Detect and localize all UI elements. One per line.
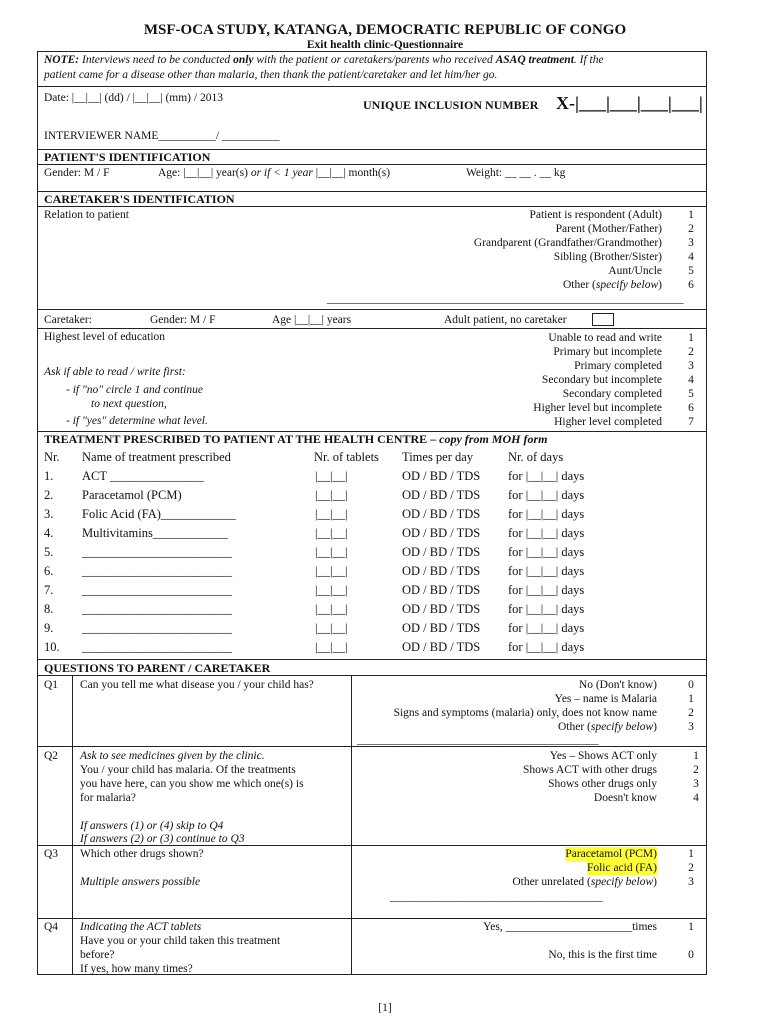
q2-answer-option[interactable]: Shows other drugs only	[548, 778, 657, 790]
treatment-row-times[interactable]: OD / BD / TDS	[402, 602, 481, 616]
questions-section-heading: QUESTIONS TO PARENT / CARETAKER	[44, 661, 271, 675]
treatment-row-times[interactable]: OD / BD / TDS	[402, 526, 481, 540]
q2-text: you have here, can you show me which one(s) is	[80, 778, 304, 790]
divider	[37, 328, 707, 329]
q-number-column-divider	[72, 675, 73, 975]
treatment-row-tablets[interactable]: |__|__|	[315, 488, 348, 502]
education-label: Highest level of education	[44, 331, 166, 343]
treatment-row-times[interactable]: OD / BD / TDS	[402, 488, 481, 502]
uin-field[interactable]: X-|___|___|___|___|	[556, 93, 703, 113]
treatment-row-tablets[interactable]: |__|__|	[315, 583, 348, 597]
q1-text: Can you tell me what disease you / your child has?	[80, 679, 314, 691]
q3-note: Multiple answers possible	[80, 876, 201, 888]
treatment-row-name[interactable]: ________________________	[82, 621, 232, 635]
treatment-row-days[interactable]: for |__|__| days	[508, 488, 585, 502]
q2-continue-instruction: If answers (2) or (3) continue to Q3	[80, 833, 245, 845]
q2-text: You / your child has malaria. Of the treatments	[80, 764, 296, 776]
treatment-row-tablets[interactable]: |__|__|	[315, 564, 348, 578]
date-field[interactable]: Date: |__|__| (dd) / |__|__| (mm) / 2013	[44, 92, 223, 104]
q4-option-yes[interactable]: Yes, ______________________times	[483, 921, 657, 933]
treatment-row-name[interactable]: Paracetamol (PCM)	[82, 488, 182, 502]
interviewer-name-field[interactable]: INTERVIEWER NAME__________/ __________	[44, 130, 280, 142]
q4-number: Q4	[44, 921, 59, 933]
patient-section-heading: PATIENT'S IDENTIFICATION	[44, 150, 211, 164]
relation-label: Relation to patient	[44, 209, 129, 221]
q2-instruction: Ask to see medicines given by the clinic.	[80, 750, 265, 762]
divider	[37, 164, 707, 165]
treatment-row-name[interactable]: ________________________	[82, 583, 232, 597]
treatment-row-times[interactable]: OD / BD / TDS	[402, 640, 481, 654]
treatment-row-times[interactable]: OD / BD / TDS	[402, 583, 481, 597]
education-option[interactable]: Higher level completed	[554, 416, 662, 428]
note-text: with the patient or caretakers/parents who received	[253, 54, 496, 66]
q2-answer-code: 1	[693, 750, 699, 762]
treatment-row-name[interactable]: Multivitamins____________	[82, 526, 228, 540]
q3-option-folic-acid-code: 2	[688, 862, 694, 874]
q1-other-code: 3	[688, 721, 694, 733]
treatment-col-days: Nr. of days	[508, 450, 564, 464]
q-answer-column-divider	[351, 675, 352, 975]
education-option[interactable]: Secondary completed	[562, 388, 662, 400]
q2-answer-code: 3	[693, 778, 699, 790]
treatment-row-nr: 6.	[44, 564, 54, 578]
treatment-row-nr: 8.	[44, 602, 54, 616]
relation-option-code: 1	[688, 209, 694, 221]
education-option-code: 1	[688, 332, 694, 344]
q1-answer-code: 2	[688, 707, 694, 719]
treatment-row-days[interactable]: for |__|__| days	[508, 545, 585, 559]
q3-option-folic-acid[interactable]: Folic acid (FA)	[586, 862, 657, 874]
education-option[interactable]: Primary but incomplete	[553, 346, 662, 358]
treatment-row-name[interactable]: ________________________	[82, 640, 232, 654]
q4-option-no[interactable]: No, this is the first time	[548, 949, 657, 961]
treatment-row-times[interactable]: OD / BD / TDS	[402, 545, 481, 559]
education-yes-instruction: - if "yes" determine what level.	[66, 415, 208, 427]
relation-option-code: 3	[688, 237, 694, 249]
page-number: [1]	[378, 1002, 392, 1014]
relation-option[interactable]: Sibling (Brother/Sister)	[553, 251, 662, 263]
q1-answer-option[interactable]: Signs and symptoms (malaria) only, does not know name	[393, 707, 657, 719]
education-option-code: 5	[688, 388, 694, 400]
treatment-row-tablets[interactable]: |__|__|	[315, 507, 348, 521]
adult-patient-checkbox[interactable]	[592, 313, 614, 326]
q4-text: before?	[80, 949, 115, 961]
q2-answer-option[interactable]: Shows ACT with other drugs	[523, 764, 657, 776]
education-option-code: 3	[688, 360, 694, 372]
relation-option[interactable]: Aunt/Uncle	[608, 265, 662, 277]
adult-patient-label: Adult patient, no caretaker	[444, 314, 567, 326]
treatment-row-nr: 7.	[44, 583, 54, 597]
treatment-row-times[interactable]: OD / BD / TDS	[402, 621, 481, 635]
education-option-code: 2	[688, 346, 694, 358]
caretaker-label: Caretaker:	[44, 314, 92, 326]
treatment-row-tablets[interactable]: |__|__|	[315, 621, 348, 635]
treatment-row-nr: 1.	[44, 469, 54, 483]
treatment-row-name[interactable]: Folic Acid (FA)____________	[82, 507, 236, 521]
treatment-row-tablets[interactable]: |__|__|	[315, 545, 348, 559]
treatment-col-times: Times per day	[402, 450, 474, 464]
education-no-instruction: - if "no" circle 1 and continue	[66, 384, 203, 396]
treatment-row-times[interactable]: OD / BD / TDS	[402, 469, 481, 483]
treatment-row-days[interactable]: for |__|__| days	[508, 621, 585, 635]
education-no-instruction-cont: to next question,	[91, 398, 167, 410]
treatment-row-days[interactable]: for |__|__| days	[508, 507, 585, 521]
education-ask-instruction: Ask if able to read / write first:	[44, 366, 186, 378]
relation-other-code: 6	[688, 279, 694, 291]
treatment-row-nr: 4.	[44, 526, 54, 540]
q3-option-paracetamol[interactable]: Paracetamol (PCM)	[565, 848, 657, 860]
treatment-row-nr: 3.	[44, 507, 54, 521]
relation-option-code: 5	[688, 265, 694, 277]
q2-answer-option[interactable]: Doesn't know	[593, 792, 657, 804]
q3-number: Q3	[44, 848, 59, 860]
treatment-row-days[interactable]: for |__|__| days	[508, 564, 585, 578]
q3-other-line[interactable]: __________________________________________	[357, 908, 599, 920]
patient-gender-field[interactable]: Gender: M / F	[44, 167, 110, 179]
treatment-row-times[interactable]: OD / BD / TDS	[402, 507, 481, 521]
q2-skip-instruction: If answers (1) or (4) skip to Q4	[80, 820, 224, 832]
form-subtitle: Exit health clinic-Questionnaire	[306, 39, 464, 51]
q4-text: Have you or your child taken this treatment	[80, 935, 281, 947]
relation-option[interactable]: Patient is respondent (Adult)	[529, 209, 662, 221]
treatment-row-days[interactable]: for |__|__| days	[508, 640, 585, 654]
education-option-code: 6	[688, 402, 694, 414]
education-option[interactable]: Unable to read and write	[548, 332, 662, 344]
divider	[37, 86, 707, 87]
caretaker-gender-field[interactable]: Gender: M / F	[150, 314, 216, 326]
note-text-line2: patient came for a disease other than malaria, then thank the patient/caretaker and let him/her go.	[44, 69, 498, 81]
q1-number: Q1	[44, 679, 59, 691]
uin-label: UNIQUE INCLUSION NUMBER	[363, 98, 539, 112]
treatment-row-days[interactable]: for |__|__| days	[508, 469, 585, 483]
q4-option-no-code: 0	[688, 949, 694, 961]
q3-option-other-code: 3	[688, 876, 694, 888]
education-option[interactable]: Secondary but incomplete	[541, 374, 662, 386]
education-option-code: 4	[688, 374, 694, 386]
treatment-row-tablets[interactable]: |__|__|	[315, 469, 348, 483]
q3-other-line[interactable]: _____________________________________	[390, 891, 603, 903]
treatment-row-name[interactable]: ACT _______________	[82, 469, 204, 483]
q1-answer-option[interactable]: No (Don't know)	[578, 679, 657, 691]
education-option[interactable]: Primary completed	[574, 360, 662, 372]
relation-other-option[interactable]: Other (specify below)	[562, 279, 662, 291]
q4-instruction: Indicating the ACT tablets	[80, 921, 202, 933]
divider	[37, 309, 707, 310]
treatment-row-name[interactable]: ________________________	[82, 545, 232, 559]
q1-other-option[interactable]: Other (specify below)	[557, 721, 657, 733]
treatment-row-nr: 10.	[44, 640, 60, 654]
treatment-col-name: Name of treatment prescribed	[82, 450, 231, 464]
caretaker-section-heading: CARETAKER'S IDENTIFICATION	[44, 192, 235, 206]
education-option[interactable]: Higher level but incomplete	[533, 402, 662, 414]
q3-option-other[interactable]: Other unrelated (specify below)	[512, 876, 657, 888]
note-label: NOTE:	[44, 54, 80, 66]
divider	[37, 675, 707, 676]
q3-option-paracetamol-code: 1	[688, 848, 694, 860]
q2-answer-option[interactable]: Yes – Shows ACT only	[549, 750, 657, 762]
relation-option-code: 4	[688, 251, 694, 263]
treatment-section-heading: TREATMENT PRESCRIBED TO PATIENT AT THE HEALTH CENTRE – copy from MOH form	[44, 432, 548, 446]
q2-number: Q2	[44, 750, 59, 762]
form-title: MSF-OCA STUDY, KATANGA, DEMOCRATIC REPUBLIC OF CONGO	[143, 22, 627, 38]
treatment-col-nr: Nr.	[44, 450, 60, 464]
q2-answer-code: 4	[693, 792, 699, 804]
treatment-row-tablets[interactable]: |__|__|	[315, 602, 348, 616]
note-emphasis-only: only	[233, 54, 254, 66]
relation-option-code: 2	[688, 223, 694, 235]
treatment-row-name[interactable]: ________________________	[82, 602, 232, 616]
q1-answer-code: 1	[688, 693, 694, 705]
q1-other-line[interactable]: __________________________________________	[357, 734, 599, 746]
education-option-code: 7	[688, 416, 694, 428]
caretaker-age-field[interactable]: Age |__|__| years	[272, 314, 352, 326]
relation-option[interactable]: Grandparent (Grandfather/Grandmother)	[473, 237, 662, 249]
q4-option-yes-code: 1	[688, 921, 694, 933]
relation-other-line[interactable]: ______________________________________________________________	[327, 293, 684, 305]
treatment-row-times[interactable]: OD / BD / TDS	[402, 564, 481, 578]
note-emphasis-asaq: ASAQ treatment	[495, 54, 574, 66]
treatment-row-days[interactable]: for |__|__| days	[508, 602, 585, 616]
q2-answer-code: 2	[693, 764, 699, 776]
q3-text: Which other drugs shown?	[80, 848, 204, 860]
q1-answer-option[interactable]: Yes – name is Malaria	[554, 693, 657, 705]
treatment-row-tablets[interactable]: |__|__|	[315, 526, 348, 540]
treatment-row-nr: 2.	[44, 488, 54, 502]
treatment-row-tablets[interactable]: |__|__|	[315, 640, 348, 654]
divider	[37, 206, 707, 207]
q4-text: If yes, how many times?	[80, 963, 193, 975]
treatment-row-name[interactable]: ________________________	[82, 564, 232, 578]
q2-text: for malaria?	[80, 792, 136, 804]
note-text: . If the	[573, 54, 604, 66]
treatment-row-nr: 5.	[44, 545, 54, 559]
relation-option[interactable]: Parent (Mother/Father)	[555, 223, 662, 235]
treatment-row-days[interactable]: for |__|__| days	[508, 583, 585, 597]
patient-weight-field[interactable]: Weight: __ __ . __ kg	[466, 167, 566, 179]
note-text: Interviews need to be conducted	[79, 54, 234, 66]
treatment-row-days[interactable]: for |__|__| days	[508, 526, 585, 540]
treatment-row-nr: 9.	[44, 621, 54, 635]
treatment-col-tablets: Nr. of tablets	[314, 450, 379, 464]
patient-age-field: Age: |__|__| year(s) or if < 1 year |__|__| month(s)	[158, 167, 391, 179]
divider	[37, 659, 707, 660]
q1-answer-code: 0	[688, 679, 694, 691]
